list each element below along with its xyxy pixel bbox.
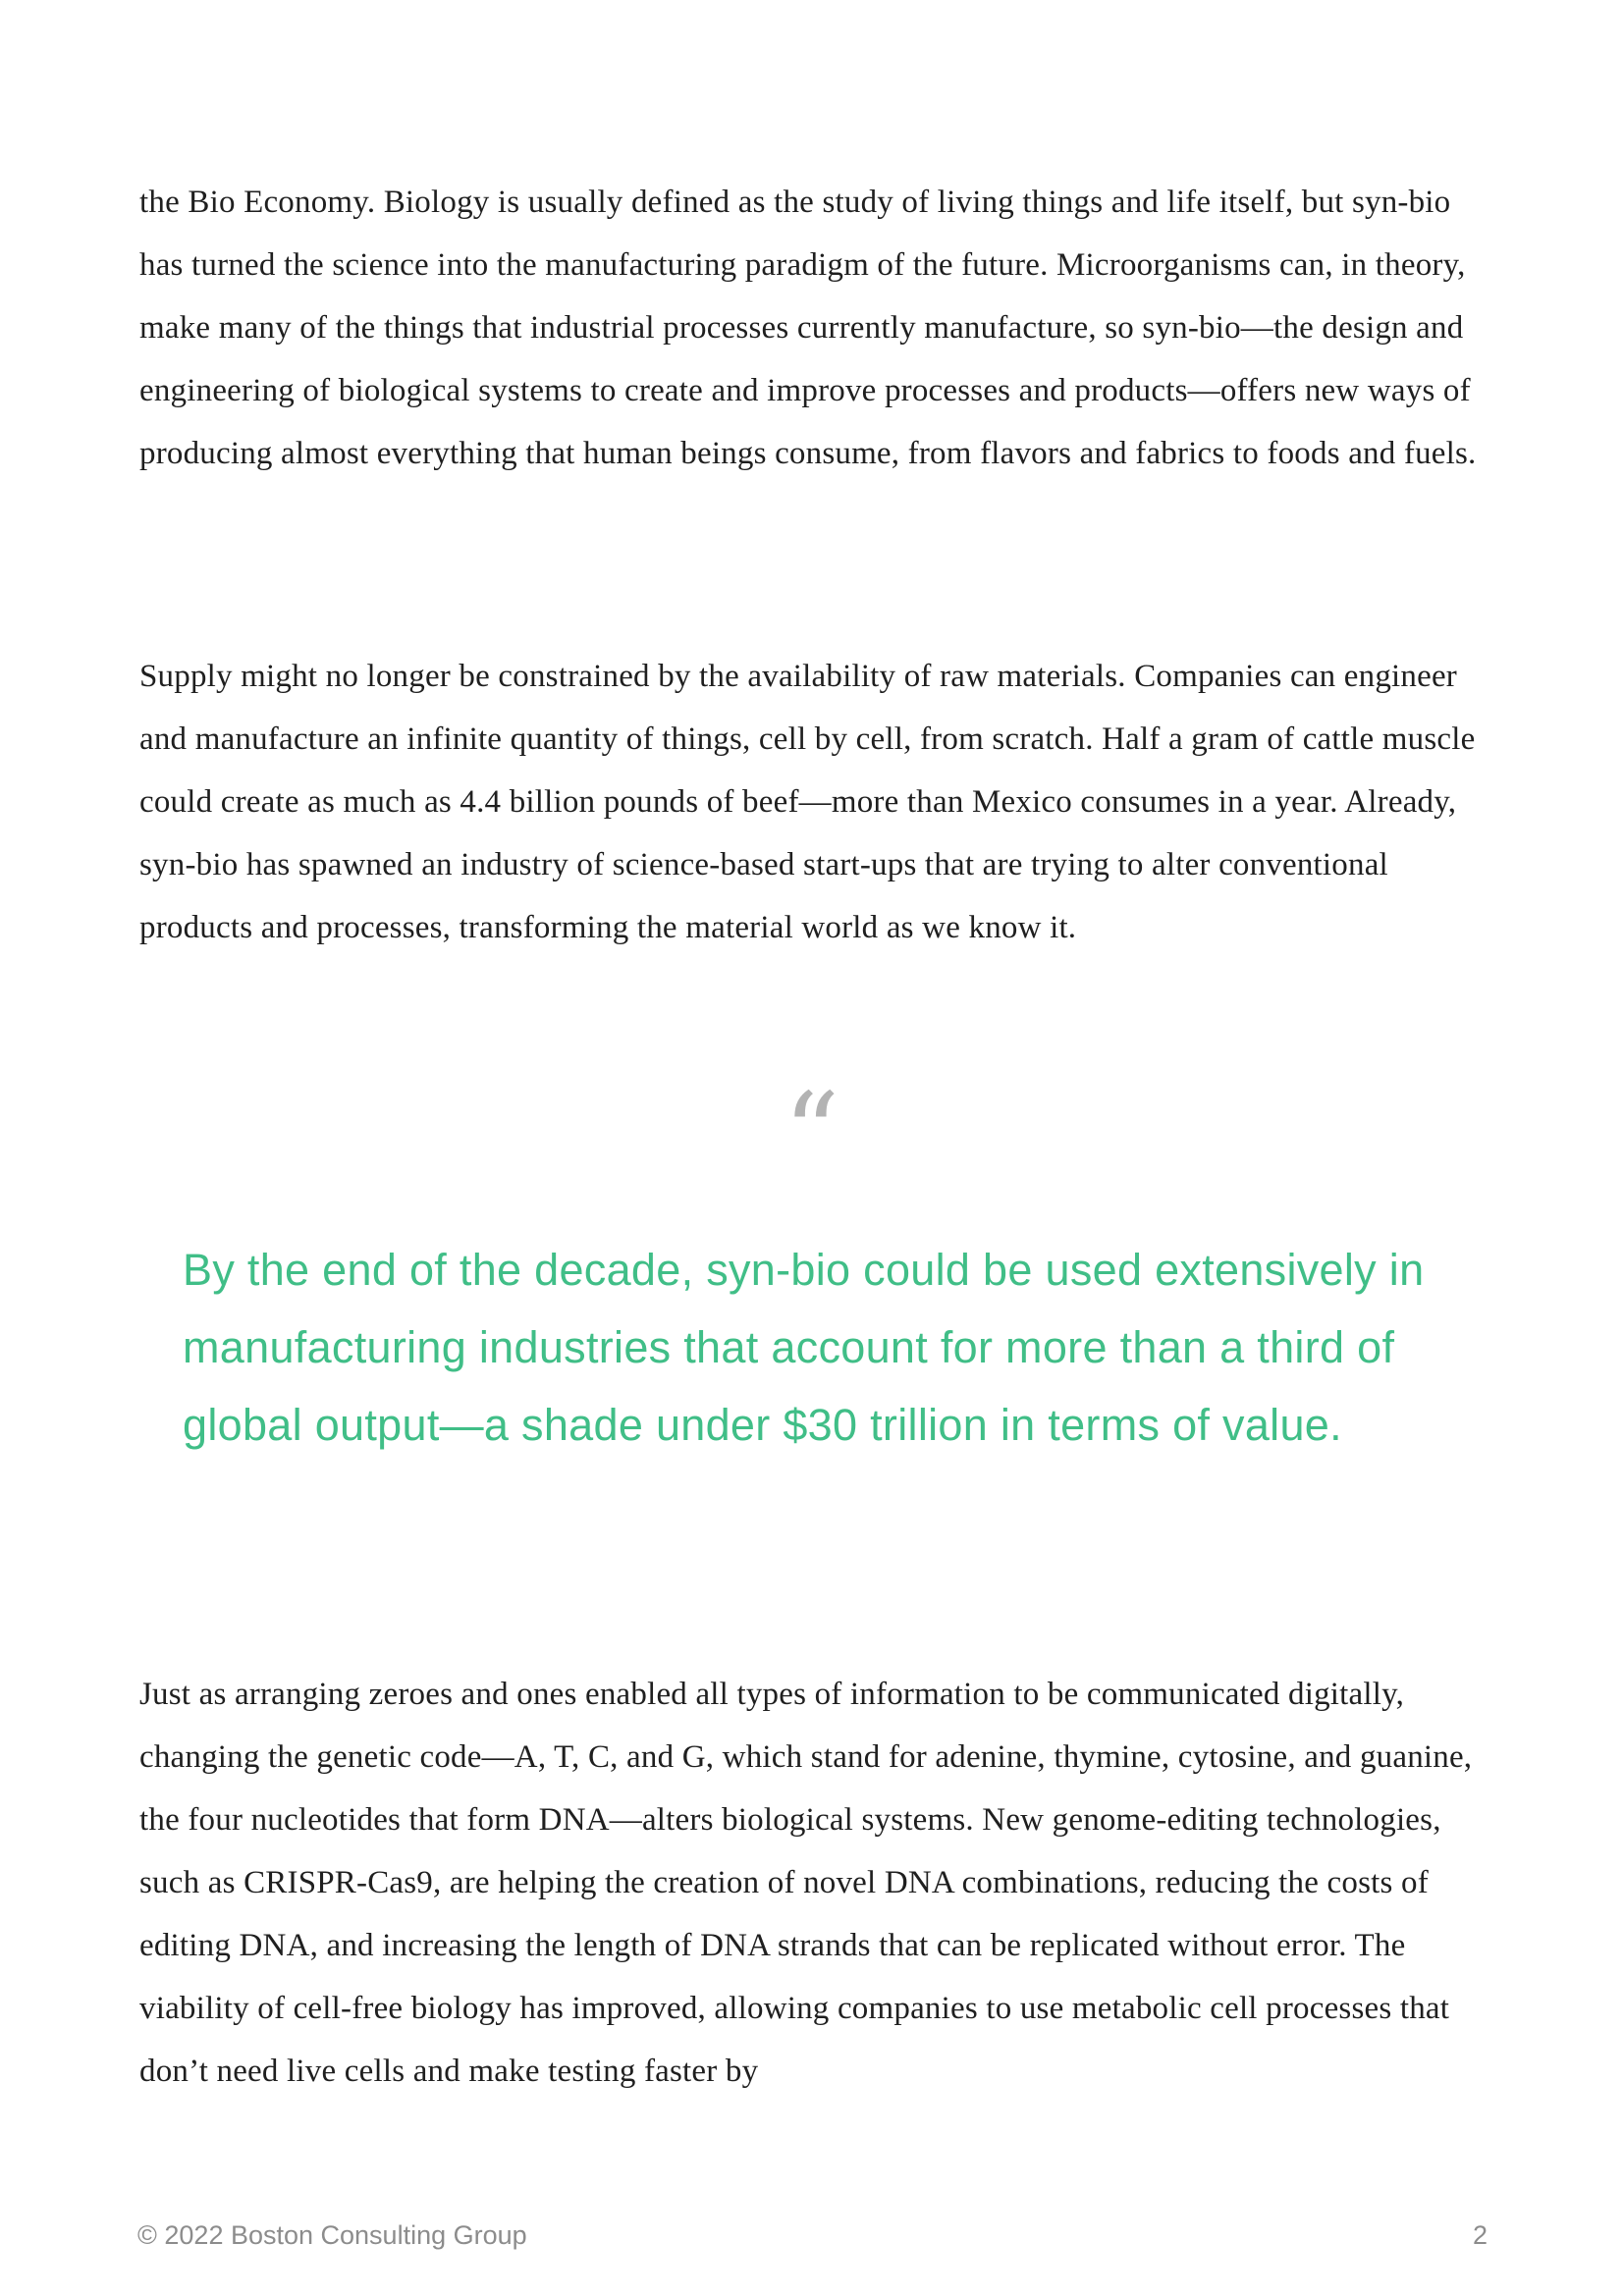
body-paragraph-1: the Bio Economy. Biology is usually defined as the study of living things and life itself, but syn-bio has turned the science into the manufacturing paradigm of the future. Microorganisms can, in theory, make many of the things that industrial processes currently manufacture, so syn-bio—the design and engineering of biological systems to create and improve processes and products—offers new ways of producing almost everything that human beings consume, from flavors and fabrics to foods and fuels. [139,185,1477,471]
body-paragraph-3: Just as arranging zeroes and ones enabled all types of information to be communicated digitally, changing the genetic code—A, T, C, and G, which stand for adenine, thymine, cytosine, and guanine, the four nucleotides that form DNA—alters biological systems. New genome-editing technologies, such as CRISPR-Cas9, are helping the creation of novel DNA combinations, reducing the costs of editing DNA, and increasing the length of DNA strands that can be replicated without error. The viability of cell-free biology has improved, allowing companies to use metabolic cell processes that don’t need live cells and make testing faster by [139,1677,1473,2089]
footer-copyright: © 2022 Boston Consulting Group [137,2220,527,2250]
pull-quote-text: By the end of the decade, syn-bio could be used extensively in manufacturing industries that account for more than a third of global output—a shade under $30 trillion in terms of value. [183,1245,1425,1450]
double-quote-icon: “ [783,1079,840,1149]
pull-quote-mark-row [0,1079,1623,1149]
footer-page-number: 2 [1472,2220,1488,2250]
body-paragraph-2: Supply might no longer be constrained by the availability of raw materials. Companies can engineer and manufacture an infinite quantity of things, cell by cell, from scratch. Half a gram of cattle muscle could create as much as 4.4 billion pounds of beef—more than Mexico consumes in a year. Already, syn-bio has spawned an industry of science-based start-ups that are trying to alter conventional products and processes, transforming the material world as we know it. [139,659,1476,945]
page-footer [137,2218,1488,2252]
